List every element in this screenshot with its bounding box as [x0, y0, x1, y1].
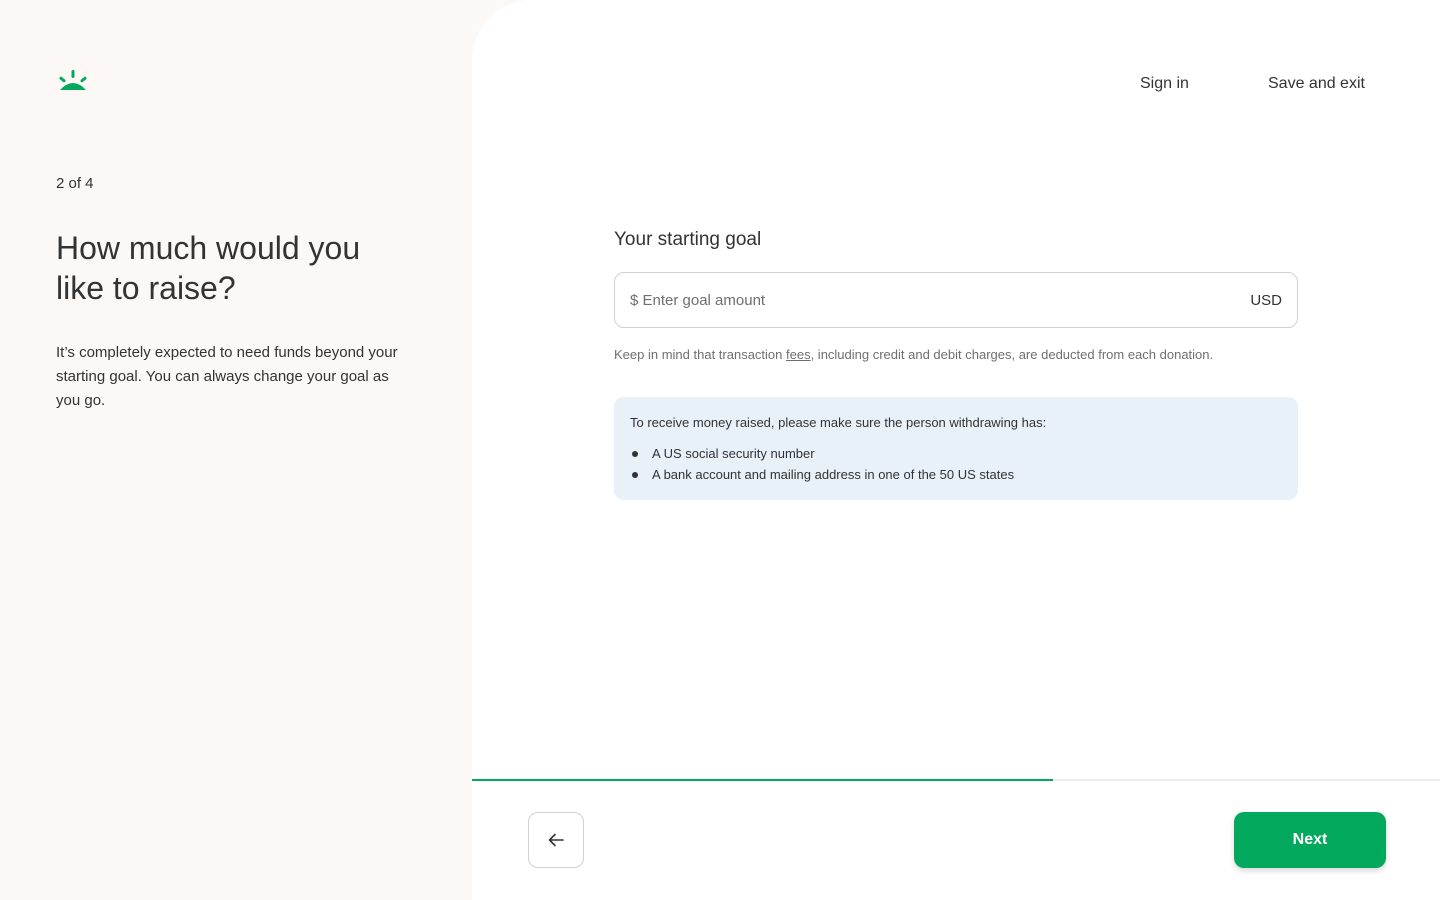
fees-link[interactable]: fees [786, 347, 811, 362]
goal-label: Your starting goal [614, 229, 762, 250]
requirements-list [630, 443, 1282, 485]
progress-bar [472, 779, 1440, 781]
list-item: A US social security number [630, 443, 1282, 464]
left-panel [0, 0, 472, 900]
page-title: How much would you like to raise? [56, 230, 361, 306]
fee-note-text-after: , including credit and debit charges, are deducted from each donation. [810, 347, 1214, 362]
step-indicator: 2 of 4 [56, 175, 94, 192]
save-and-exit-link[interactable]: Save and exit [1268, 75, 1365, 92]
goal-amount-field[interactable] [614, 272, 1298, 328]
currency-label: USD [1250, 291, 1282, 309]
sprout-logo-icon[interactable] [56, 70, 90, 92]
arrow-left-icon [547, 831, 565, 849]
withdrawal-info-box [614, 397, 1298, 500]
info-intro: To receive money raised, please make sure the person withdrawing has: [630, 415, 1047, 430]
back-button[interactable] [528, 812, 584, 868]
next-button[interactable]: Next [1234, 812, 1386, 868]
fee-note [614, 346, 1314, 364]
right-panel [472, 0, 1440, 900]
sign-in-link[interactable]: Sign in [1140, 75, 1189, 92]
progress-fill [472, 779, 1053, 781]
goal-amount-input[interactable] [630, 292, 1250, 309]
page-description: It’s completely expected to need funds beyond your starting goal. You can always change your goal as you go. [56, 344, 398, 409]
fee-note-text-before: Keep in mind that transaction [614, 347, 786, 362]
list-item: A bank account and mailing address in one of the 50 US states [630, 464, 1282, 485]
